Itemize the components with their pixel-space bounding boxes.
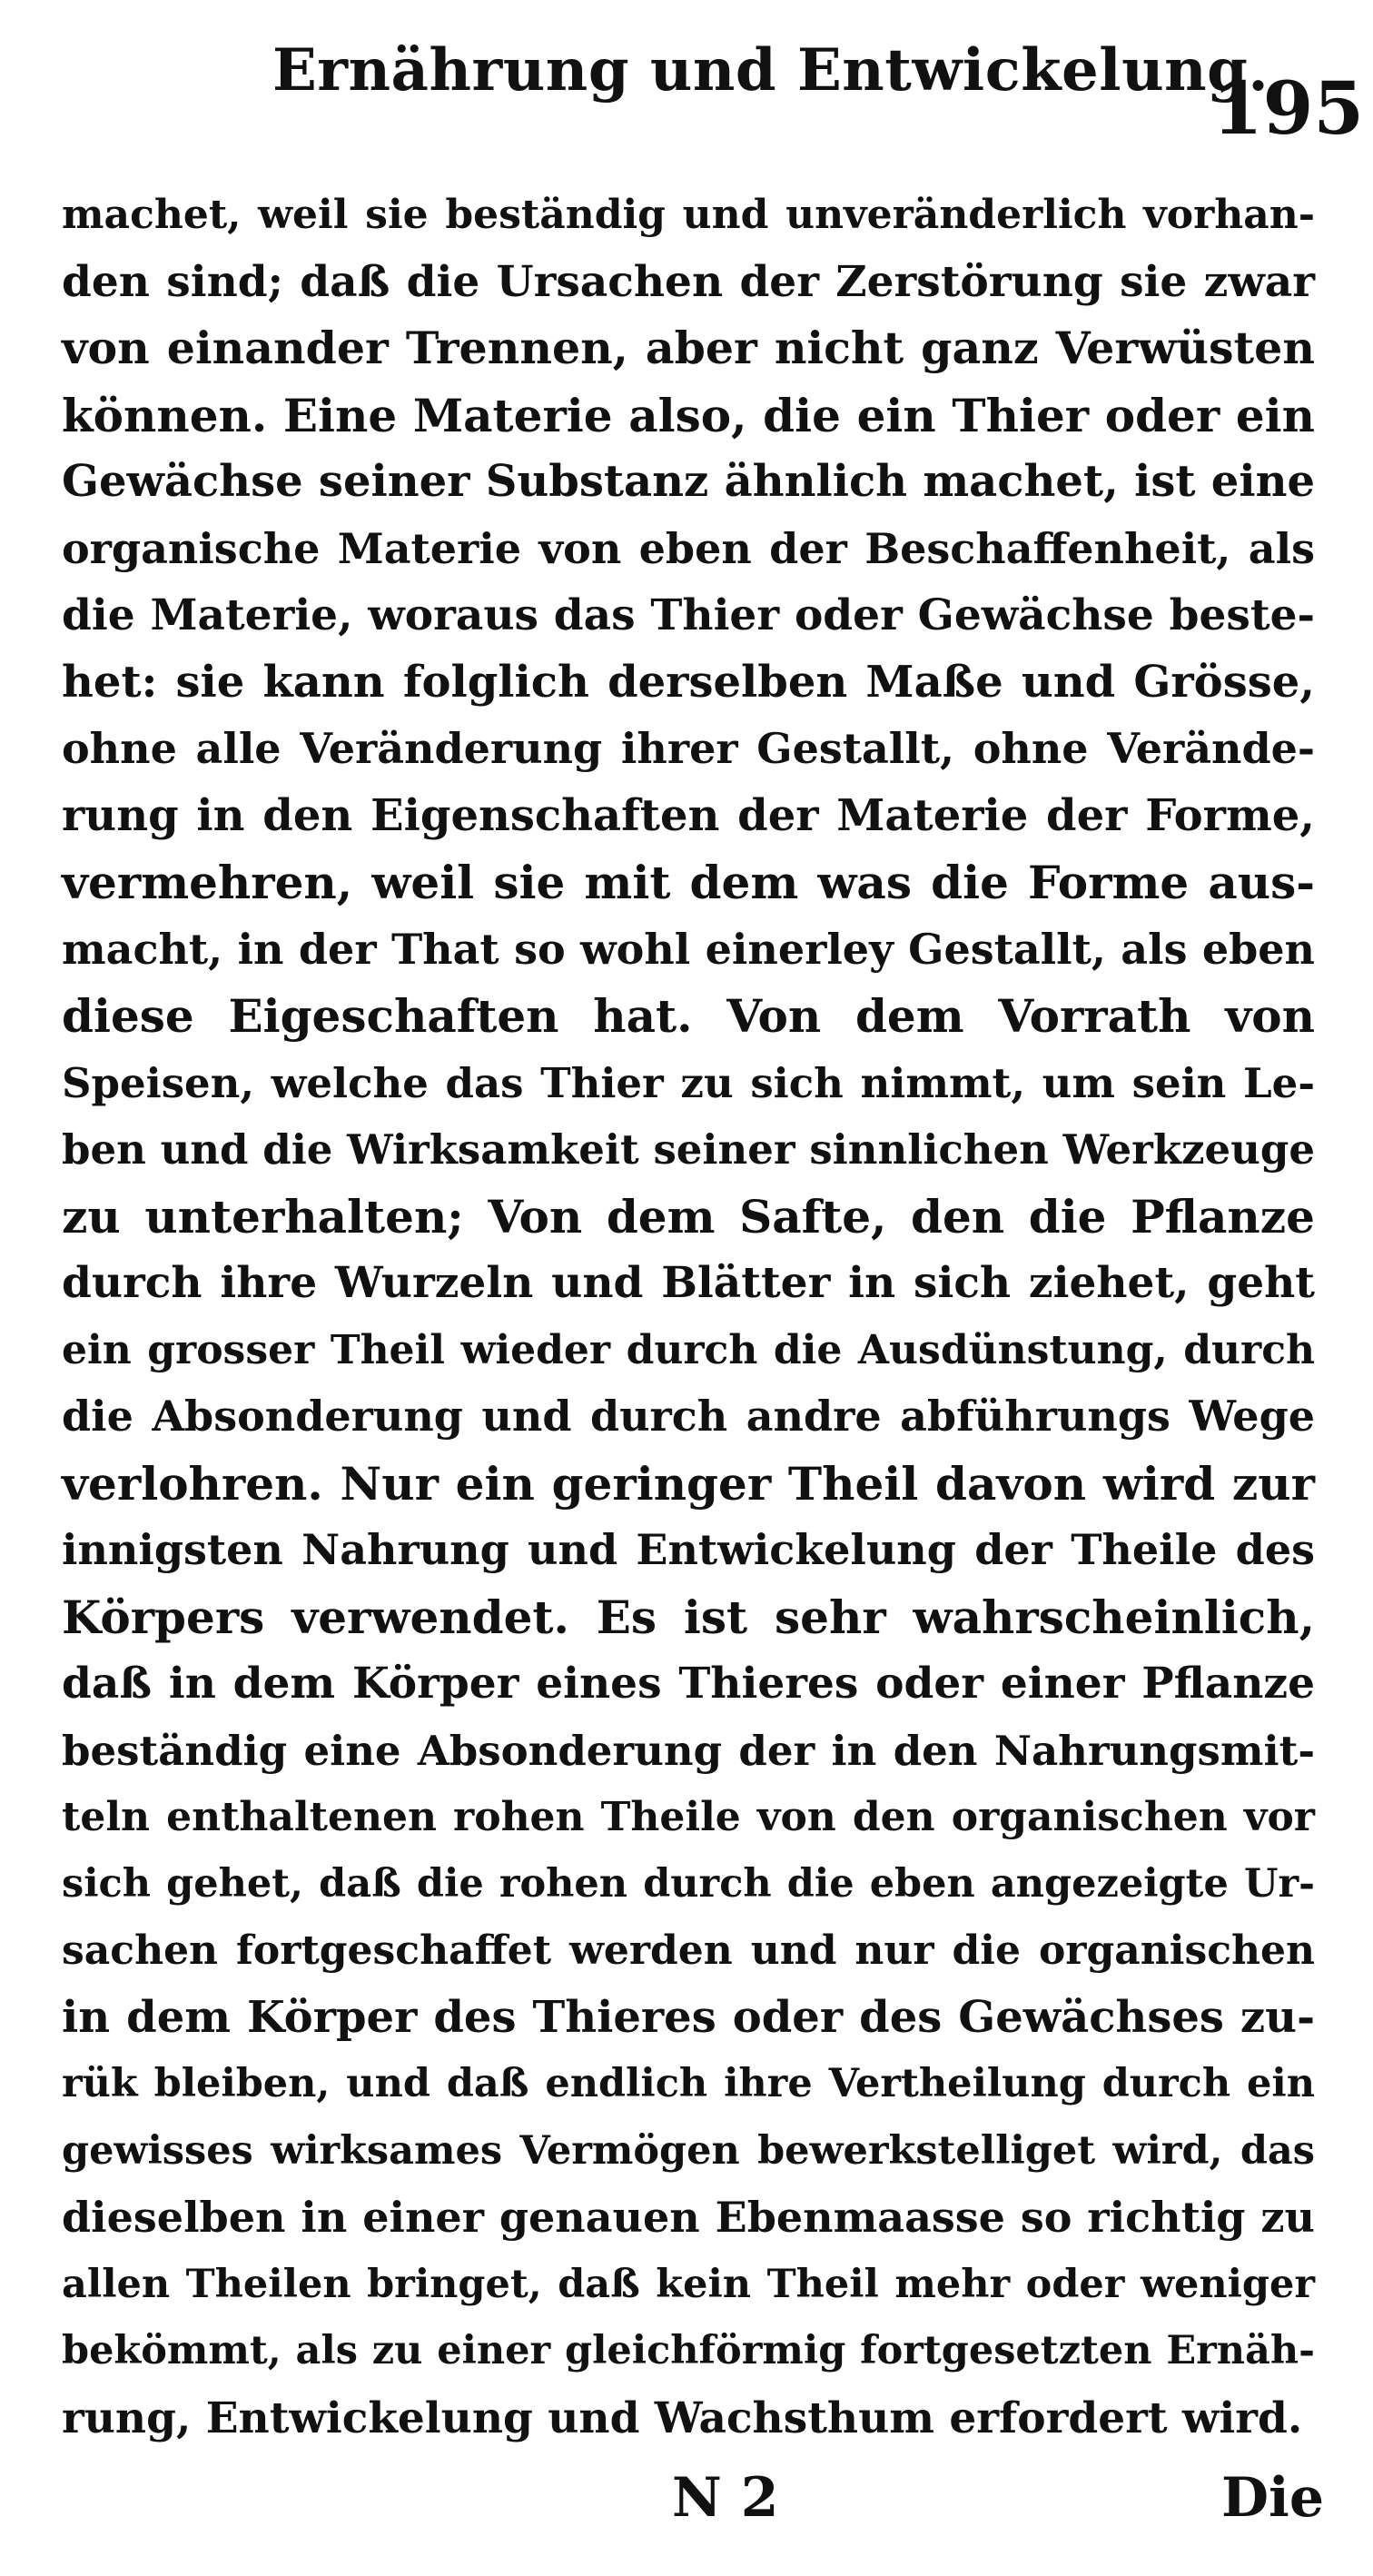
text-line: teln enthaltenen rohen Theile von den organischen vor (62, 1794, 1315, 1840)
running-title: Ernährung und Entwickelung. (272, 36, 1269, 104)
text-line: durch ihre Wurzeln und Blätter in sich ziehet, geht (62, 1258, 1315, 1308)
text-line: ein grosser Theil wieder durch die Ausdünstung, durch (62, 1326, 1315, 1373)
text-line: ohne alle Veränderung ihrer Gestallt, ohne Verände- (62, 724, 1315, 773)
text-line: sich gehet, daß die rohen durch die eben angezeigte Ur- (62, 1860, 1315, 1907)
text-line: den sind; daß die Ursachen der Zerstörung sie zwar (62, 256, 1315, 307)
text-line: Speisen, welche das Thier zu sich nimmt, um sein Le- (62, 1058, 1315, 1107)
text-line: daß in dem Körper eines Thieres oder einer Pflanze (62, 1659, 1315, 1709)
text-line: vermehren, weil sie mit dem was die Forme aus- (62, 856, 1315, 909)
text-line: rük bleiben, und daß endlich ihre Vertheilung durch ein (62, 2061, 1315, 2106)
text-line: beständig eine Absonderung der in den Nahrungsmit- (62, 1726, 1315, 1775)
text-line: bekömmt, als zu einer gleichförmig fortgesetzten Ernäh- (62, 2328, 1315, 2373)
text-line: macht, in der That so wohl einerley Gestallt, als eben (62, 924, 1315, 974)
text-line: diese Eigeschaften hat. Von dem Vorrath von (62, 989, 1315, 1043)
text-line: von einander Trennen, aber nicht ganz Verwüsten (62, 322, 1315, 374)
text-line: innigsten Nahrung und Entwickelung der Theile des (62, 1525, 1315, 1574)
text-line: machet, weil sie beständig und unveränderlich vorhan- (62, 192, 1315, 238)
text-line: Körpers verwendet. Es ist sehr wahrscheinlich, (62, 1590, 1315, 1644)
text-line: können. Eine Materie also, die ein Thier oder ein (62, 388, 1315, 442)
text-line: in dem Körper des Thieres oder des Gewächses zu- (62, 1991, 1315, 2043)
text-line: sachen fortgeschaffet werden und nur die organischen (62, 1927, 1315, 1974)
text-line: rung in den Eigenschaften der Materie der Forme, (62, 789, 1315, 841)
text-line: ben und die Wirksamkeit seiner sinnlichen Werkzeuge (62, 1125, 1315, 1174)
text-line: het: sie kann folglich derselben Maße und Grösse, (62, 656, 1315, 708)
text-line: allen Theilen bringet, daß kein Theil mehr oder weniger (62, 2261, 1315, 2307)
text-line: zu unterhalten; Von dem Safte, den die Pflanze (62, 1189, 1315, 1243)
page-number: 195 (1212, 65, 1364, 151)
text-line: die Materie, woraus das Thier oder Gewächse beste- (62, 590, 1315, 640)
body-text (62, 182, 1315, 2452)
text-line: dieselben in einer genauen Ebenmaasse so richtig zu (62, 2193, 1315, 2242)
text-line: Gewächse seiner Substanz ähnlich machet, ist eine (62, 456, 1315, 507)
catchword: Die (1221, 2466, 1324, 2530)
text-line: rung, Entwickelung und Wachsthum erfordert wird. (62, 2393, 1303, 2443)
text-line: organische Materie von eben der Beschaffenheit, als (62, 523, 1315, 573)
signature-mark: N 2 (672, 2466, 779, 2530)
text-line: verlohren. Nur ein geringer Theil davon wird zur (62, 1456, 1315, 1511)
text-line: gewisses wirksames Vermögen bewerkstelliget wird, das (62, 2127, 1315, 2174)
text-line: die Absonderung und durch andre abführungs Wege (62, 1392, 1315, 1441)
